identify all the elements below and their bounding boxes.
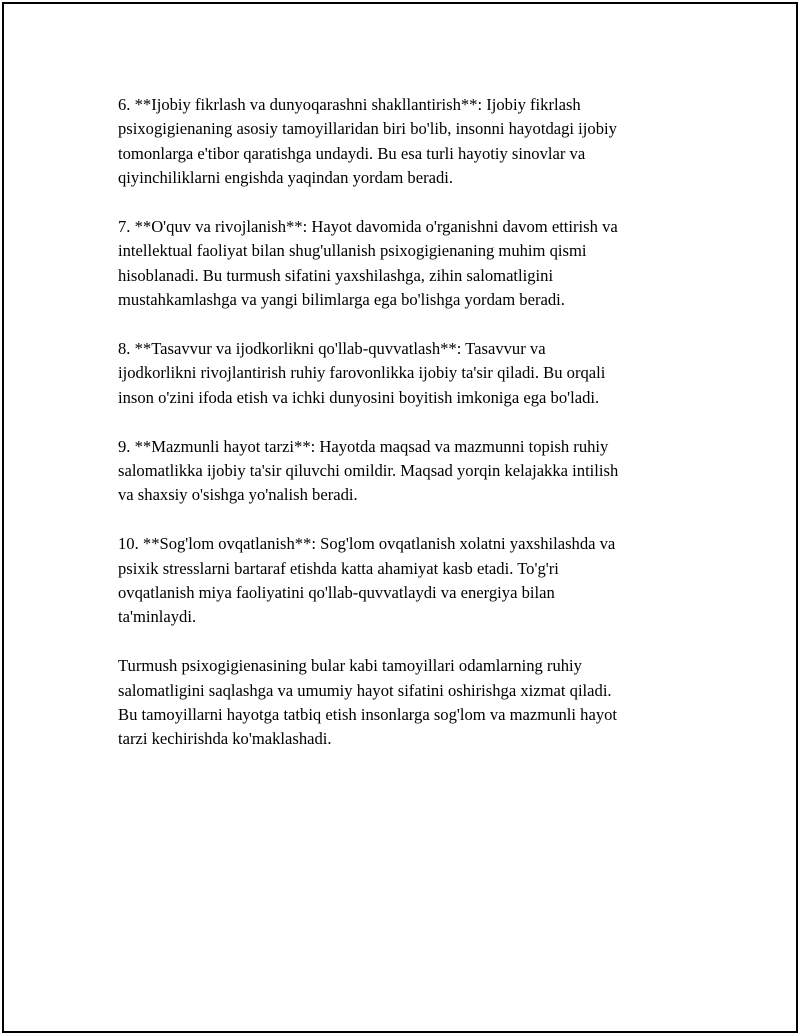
paragraph-item-6: 6. **Ijobiy fikrlash va dunyoqarashni shakllantirish**: Ijobiy fikrlash psixogigienaning asosiy tamoyillaridan biri bo'lib, insonni hayotdagi ijobiy tomonlarga e'tibor qaratishga undaydi. Bu esa turli hayotiy sinovlar va qiyinchiliklarni engishda yaqindan yordam beradi.	[118, 95, 617, 188]
paragraph-item-8: 8. **Tasavvur va ijodkorlikni qo'llab-quvvatlash**: Tasavvur va ijodkorlikni rivojlantirish ruhiy farovonlikka ijobiy ta'sir qiladi. Bu orqali inson o'zini ifoda etish va ichki dunyosini boyitish imkoniga ega bo'ladi.	[118, 339, 606, 407]
paragraph-conclusion: Turmush psixogigienasining bular kabi tamoyillari odamlarning ruhiy salomatligini saqlashga va umumiy hayot sifatini oshirishga xizmat qiladi. Bu tamoyillarni hayotga tatbiq etish insonlarga sog'lom va mazmunli hayot tarzi kechirishda ko'maklashadi.	[118, 656, 618, 749]
document-body	[118, 93, 678, 776]
paragraph-item-7: 7. **O'quv va rivojlanish**: Hayot davomida o'rganishni davom ettirish va intellektual faoliyat bilan shug'ullanish psixogigienaning muhim qismi hisoblanadi. Bu turmush sifatini yaxshilashga, zihin salomatligini mustahkamlashga va yangi bilimlarga ega bo'lishga yordam beradi.	[118, 217, 618, 310]
paragraph-item-10: 10. **Sog'lom ovqatlanish**: Sog'lom ovqatlanish xolatni yaxshilashda va psixik stresslarni bartaraf etishda katta ahamiyat kasb etadi. To'g'ri ovqatlanish miya faoliyatini qo'llab-quvvatlaydi va energiya bilan ta'minlaydi.	[118, 534, 616, 627]
paragraph-item-9: 9. **Mazmunli hayot tarzi**: Hayotda maqsad va mazmunni topish ruhiy salomatlikka ijobiy ta'sir qiluvchi omildir. Maqsad yorqin kelajakka intilish va shaxsiy o'sishga yo'nalish beradi.	[118, 436, 619, 505]
